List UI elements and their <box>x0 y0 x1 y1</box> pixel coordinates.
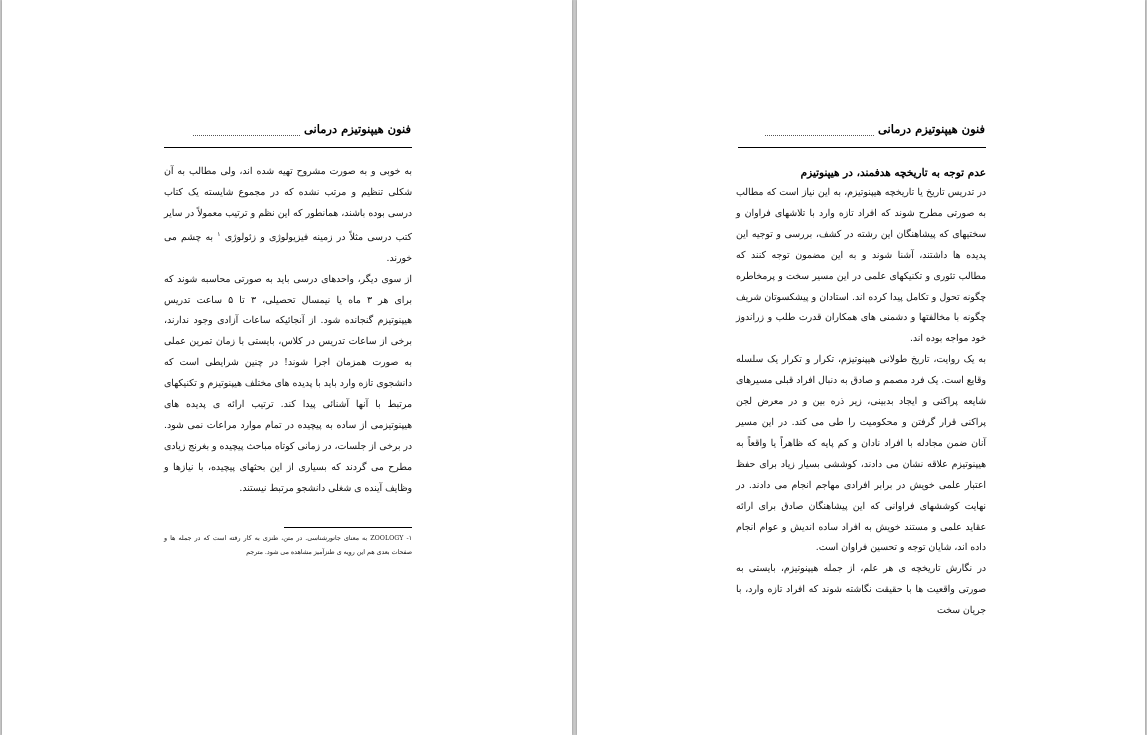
paragraph: از سوی دیگر، واحدهای درسی باید به صورتی محاسبه شوند که برای هر ۳ ماه یا نیمسال تحصیلی، ۳ تا ۵ ساعت تدریس هیپنوتیزم گنجانده شود. از آنجائیکه ساعات آزادی وجود ندارند، برخی از ساعات تدریس در کلاس، بایستی با زمان تمرین عملی به صورت همزمان اجرا شوند! در چنین شرایطی است که دانشجوی تازه وارد باید با پدیده های مختلف هیپنوتیزم و تکنیکهای مرتبط با آنها آشنائی پیدا کند. ترتیب ارائه ی پدیده های هیپنوتیزمی از ساده به پیچیده در تمام موارد مراعات نمی شود. در برخی از جلسات، در زمانی کوتاه مباحث پیچیده و بغرنج زیادی مطرح می گردند که بسیاری از این بحثهای پیچیده، با نیازها و وظایف آینده ی شغلی دانشجو مرتبط نیستند. <box>164 273 412 494</box>
footnote-reference: ۱ <box>217 230 221 238</box>
header-title: فنون هیپنوتیزم درمانی <box>303 122 411 136</box>
page-body <box>164 162 412 500</box>
running-header <box>193 122 411 136</box>
header-rule <box>738 147 986 148</box>
paragraph: در تدریس تاریخ یا تاریخچه هیپنوتیزم، به این نیاز است که مطالب به صورتی مطرح شوند که افراد تازه وارد با تلاشهای فراوان و سختیهای که پیشاهنگان این رشته در کشف، بررسی و توجیه این پدیده ها داشتند، آشنا شوند و به این مضمون توجه کنند که مطالب تئوری و تکنیکهای علمی در این مسیر سخت و پرمخاطره چگونه تحول و تکامل پیدا کرده اند. استادان و پیشکسوتان شریف چگونه با مخالفتها و دشمنی های همکاران قدرت طلب و زراندوز خود مواجه بوده اند. <box>736 187 986 345</box>
document-page-right <box>577 0 1145 735</box>
header-dot-leader <box>193 127 300 136</box>
header-dot-leader <box>765 127 874 136</box>
paragraph: به خوبی و به صورت مشروح تهیه شده اند، ولی مطالب به آن شکلی تنظیم و مرتب نشده که در مجموع شایسته یک کتاب درسی بوده باشند، همانطور که این نظم و ترتیب معمولاً در سایر کتب درسی مثلاً در زمینه فیزیولوژی و زئولوژی $^۱$ به چشم می خورند. <box>164 166 412 264</box>
footnote-separator <box>284 527 412 528</box>
header-title: فنون هیپنوتیزم درمانی <box>877 122 985 136</box>
paragraph: به یک روایت، تاریخ طولانی هیپنوتیزم، تکرار و تکرار یک سلسله وقایع است. یک فرد مصمم و صادق به دنبال افراد قبلی مسیرهای شایعه پراکنی و ایجاد بدبینی، زیر ذره بین و در معرض لجن پراکنی قرار گرفتن و محکومیت را طی می کند. در این مسیر آنان ضمن مجادله با افراد نادان و کم پایه که ظاهراً یا واقعاً به هیپنوتیزم علاقه نشان می دادند، کوششی بسیار زیاد برای حفظ اعتبار علمی خویش در برابر افرادی مهاجم انجام می دادند. در نهایت کوششهای فراوانی که این پیشاهنگان صادق برای ارائه عقاید علمی و مستند خویش به افراد ساده اندیش و عوام انجام داده اند، شایان توجه و تحسین فراوان است. <box>736 354 986 554</box>
paragraph: در نگارش تاریخچه ی هر علم، از جمله هیپنوتیزم، بایستی به صورتی واقعیت ها با حقیقت نگاشته شوند که افراد تازه وارد، با جریان سخت <box>736 563 986 617</box>
header-rule <box>164 147 412 148</box>
footnote: ۱- ZOOLOGY به معنای جانورشناسی. در متن، طنزی به کار رفته است که در جمله ها و صفحات بعدی هم این رویه ی طنزآمیز مشاهده می شود. مترجم <box>164 535 412 556</box>
document-page-left <box>2 0 572 735</box>
page-body <box>736 164 986 622</box>
running-header <box>765 122 985 136</box>
section-heading: عدم توجه به تاریخچه هدفمند، در هیپنوتیزم <box>800 167 986 179</box>
